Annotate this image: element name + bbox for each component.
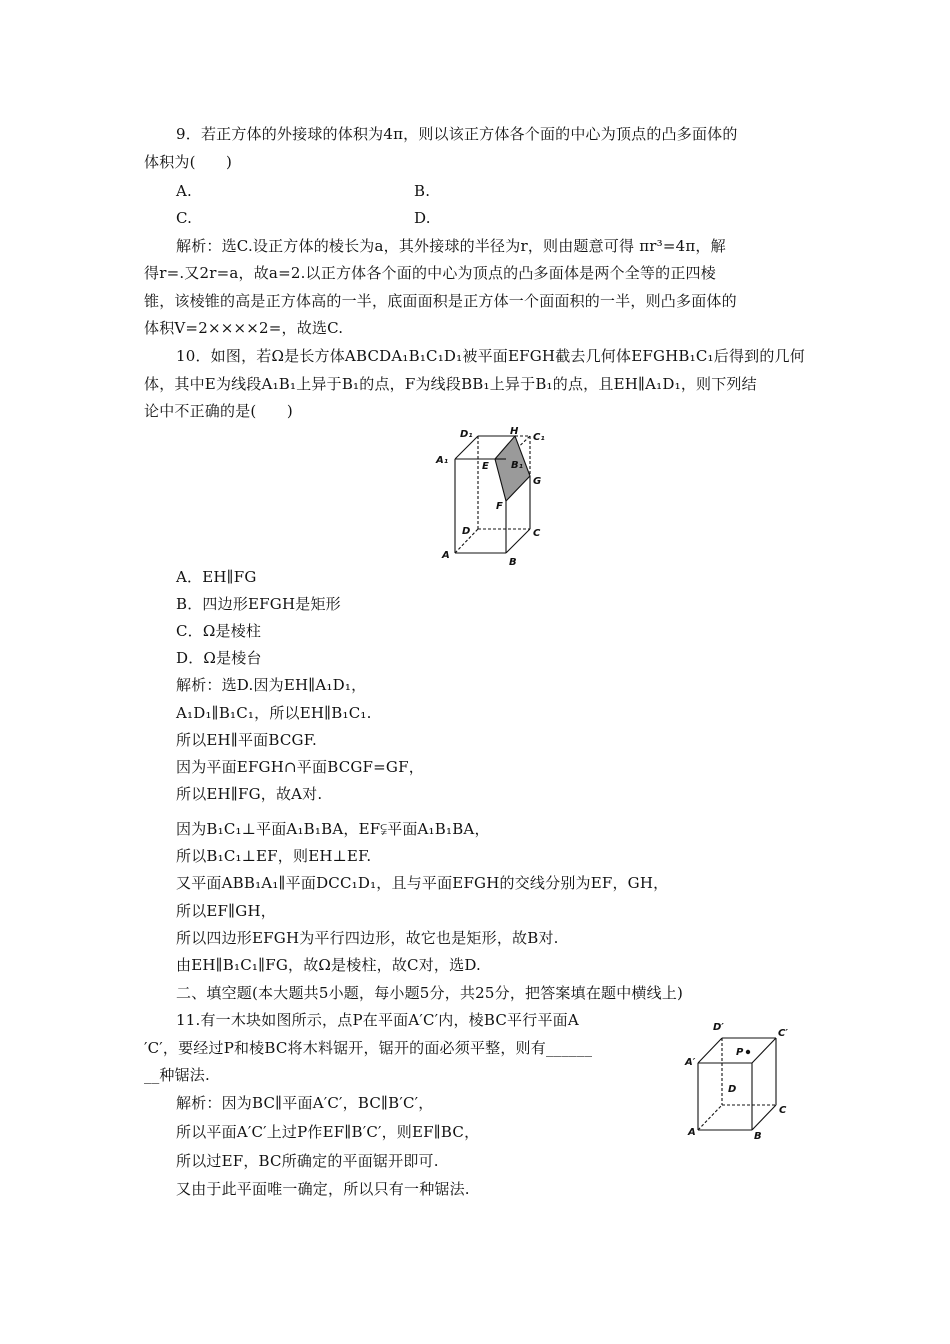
- q9-option-b: B.: [414, 182, 431, 200]
- q9-option-d: D.: [414, 209, 431, 227]
- label-c-prime: C′: [778, 1028, 788, 1039]
- q9-line1: 9．若正方体的外接球的体积为4π，则以该正方体各个面的中心为顶点的凸多面体的: [176, 125, 738, 143]
- label-b1: B₁: [511, 460, 524, 471]
- q10-solution-line: 解析：选D.因为EH∥A₁D₁，: [176, 676, 367, 694]
- label-a-prime: A′: [685, 1057, 696, 1068]
- label-d: D: [462, 526, 471, 537]
- q10-solution-line: 所以四边形EFGH为平行四边形，故它也是矩形，故B对.: [176, 929, 559, 947]
- q10-option-a: A．EH∥FG: [176, 568, 257, 586]
- q9-solution-line3: 锥，该棱锥的高是正方体高的一半，底面面积是正方体一个面面积的一半，则凸多面体的: [144, 292, 737, 310]
- q11-solution-line: 所以平面A′C′上过P作EF∥B′C′，则EF∥BC，: [176, 1123, 480, 1141]
- q11-solution-line: 解析：因为BC∥平面A′C′，BC∥B′C′，: [176, 1094, 434, 1112]
- q9-solution-line1: 解析：选C.设正方体的棱长为a，其外接球的半径为r，则由题意可得 πr³=4π，解: [176, 237, 726, 255]
- label-d: D: [728, 1084, 737, 1095]
- q10-solution-line: 因为平面EFGH∩平面BCGF=GF，: [176, 758, 424, 776]
- q9-line2: 体积为( ): [144, 153, 233, 171]
- q10-line3: 论中不正确的是( ): [144, 402, 293, 420]
- point-p-dot: [746, 1050, 750, 1054]
- q11-line3: __种锯法.: [144, 1066, 210, 1084]
- q10-option-b: B．四边形EFGH是矩形: [176, 595, 341, 613]
- label-b: B: [509, 557, 517, 568]
- q11-solution-line: 又由于此平面唯一确定，所以只有一种锯法.: [176, 1180, 470, 1198]
- wood-block-figure: [680, 1014, 795, 1142]
- label-b: B: [754, 1131, 762, 1142]
- label-f: F: [496, 501, 503, 512]
- q9-solution-line2: 得r=.又2r=a，故a=2.以正方体各个面的中心为顶点的凸多面体是两个全等的正四棱: [144, 264, 716, 282]
- label-d-prime: D′: [713, 1022, 724, 1033]
- label-e: E: [482, 461, 489, 472]
- q10-solution-line: 由EH∥B₁C₁∥FG，故Ω是棱柱，故C对，选D.: [176, 956, 481, 974]
- label-a1: A₁: [436, 455, 449, 466]
- cuboid-figure: [430, 424, 555, 570]
- q10-option-c: C．Ω是棱柱: [176, 622, 262, 640]
- label-p: P: [736, 1047, 744, 1058]
- q10-solution-line: 所以EH∥FG，故A对.: [176, 785, 323, 803]
- label-c: C: [779, 1105, 787, 1116]
- q10-solution-line: 所以EF∥GH，: [176, 902, 276, 920]
- q10-solution-line: 所以EH∥平面BCGF.: [176, 731, 317, 749]
- label-c: C: [533, 528, 541, 539]
- q10-solution-line: 因为B₁C₁⊥平面A₁B₁BA，EF⫋平面A₁B₁BA，: [176, 820, 490, 838]
- label-a: A: [442, 550, 450, 561]
- q9-option-c: C.: [176, 209, 193, 227]
- q9-solution-line4: 体积V=2××××2=，故选C.: [144, 319, 344, 337]
- q9-option-a: A.: [176, 182, 193, 200]
- q11-line1: 11.有一木块如图所示，点P在平面A′C′内，棱BC平行平面A: [176, 1011, 579, 1029]
- q10-option-d: D．Ω是棱台: [176, 649, 262, 667]
- q10-solution-line: A₁D₁∥B₁C₁，所以EH∥B₁C₁.: [176, 704, 372, 722]
- label-g: G: [533, 476, 542, 487]
- label-d1: D₁: [460, 429, 473, 440]
- q10-solution-line: 又平面ABB₁A₁∥平面DCC₁D₁，且与平面EFGH的交线分别为EF，GH，: [176, 874, 669, 892]
- section-heading: 二、填空题(本大题共5小题，每小题5分，共25分，把答案填在题中横线上): [176, 984, 684, 1002]
- label-h: H: [510, 426, 519, 437]
- q10-solution-line: 所以B₁C₁⊥EF，则EH⊥EF.: [176, 847, 372, 865]
- q10-line1: 10．如图，若Ω是长方体ABCDA₁B₁C₁D₁被平面EFGH截去几何体EFGHB₁C₁后得到的几何: [176, 347, 805, 365]
- label-c1: C₁: [533, 432, 545, 443]
- q10-line2: 体，其中E为线段A₁B₁上异于B₁的点，F为线段BB₁上异于B₁的点，且EH∥A₁D₁，则下列结: [144, 375, 757, 393]
- q11-solution-line: 所以过EF，BC所确定的平面锯开即可.: [176, 1152, 439, 1170]
- q11-line2: ′C′，要经过P和棱BC将木料锯开，锯开的面必须平整，则有______: [144, 1039, 593, 1057]
- label-a: A: [688, 1127, 696, 1138]
